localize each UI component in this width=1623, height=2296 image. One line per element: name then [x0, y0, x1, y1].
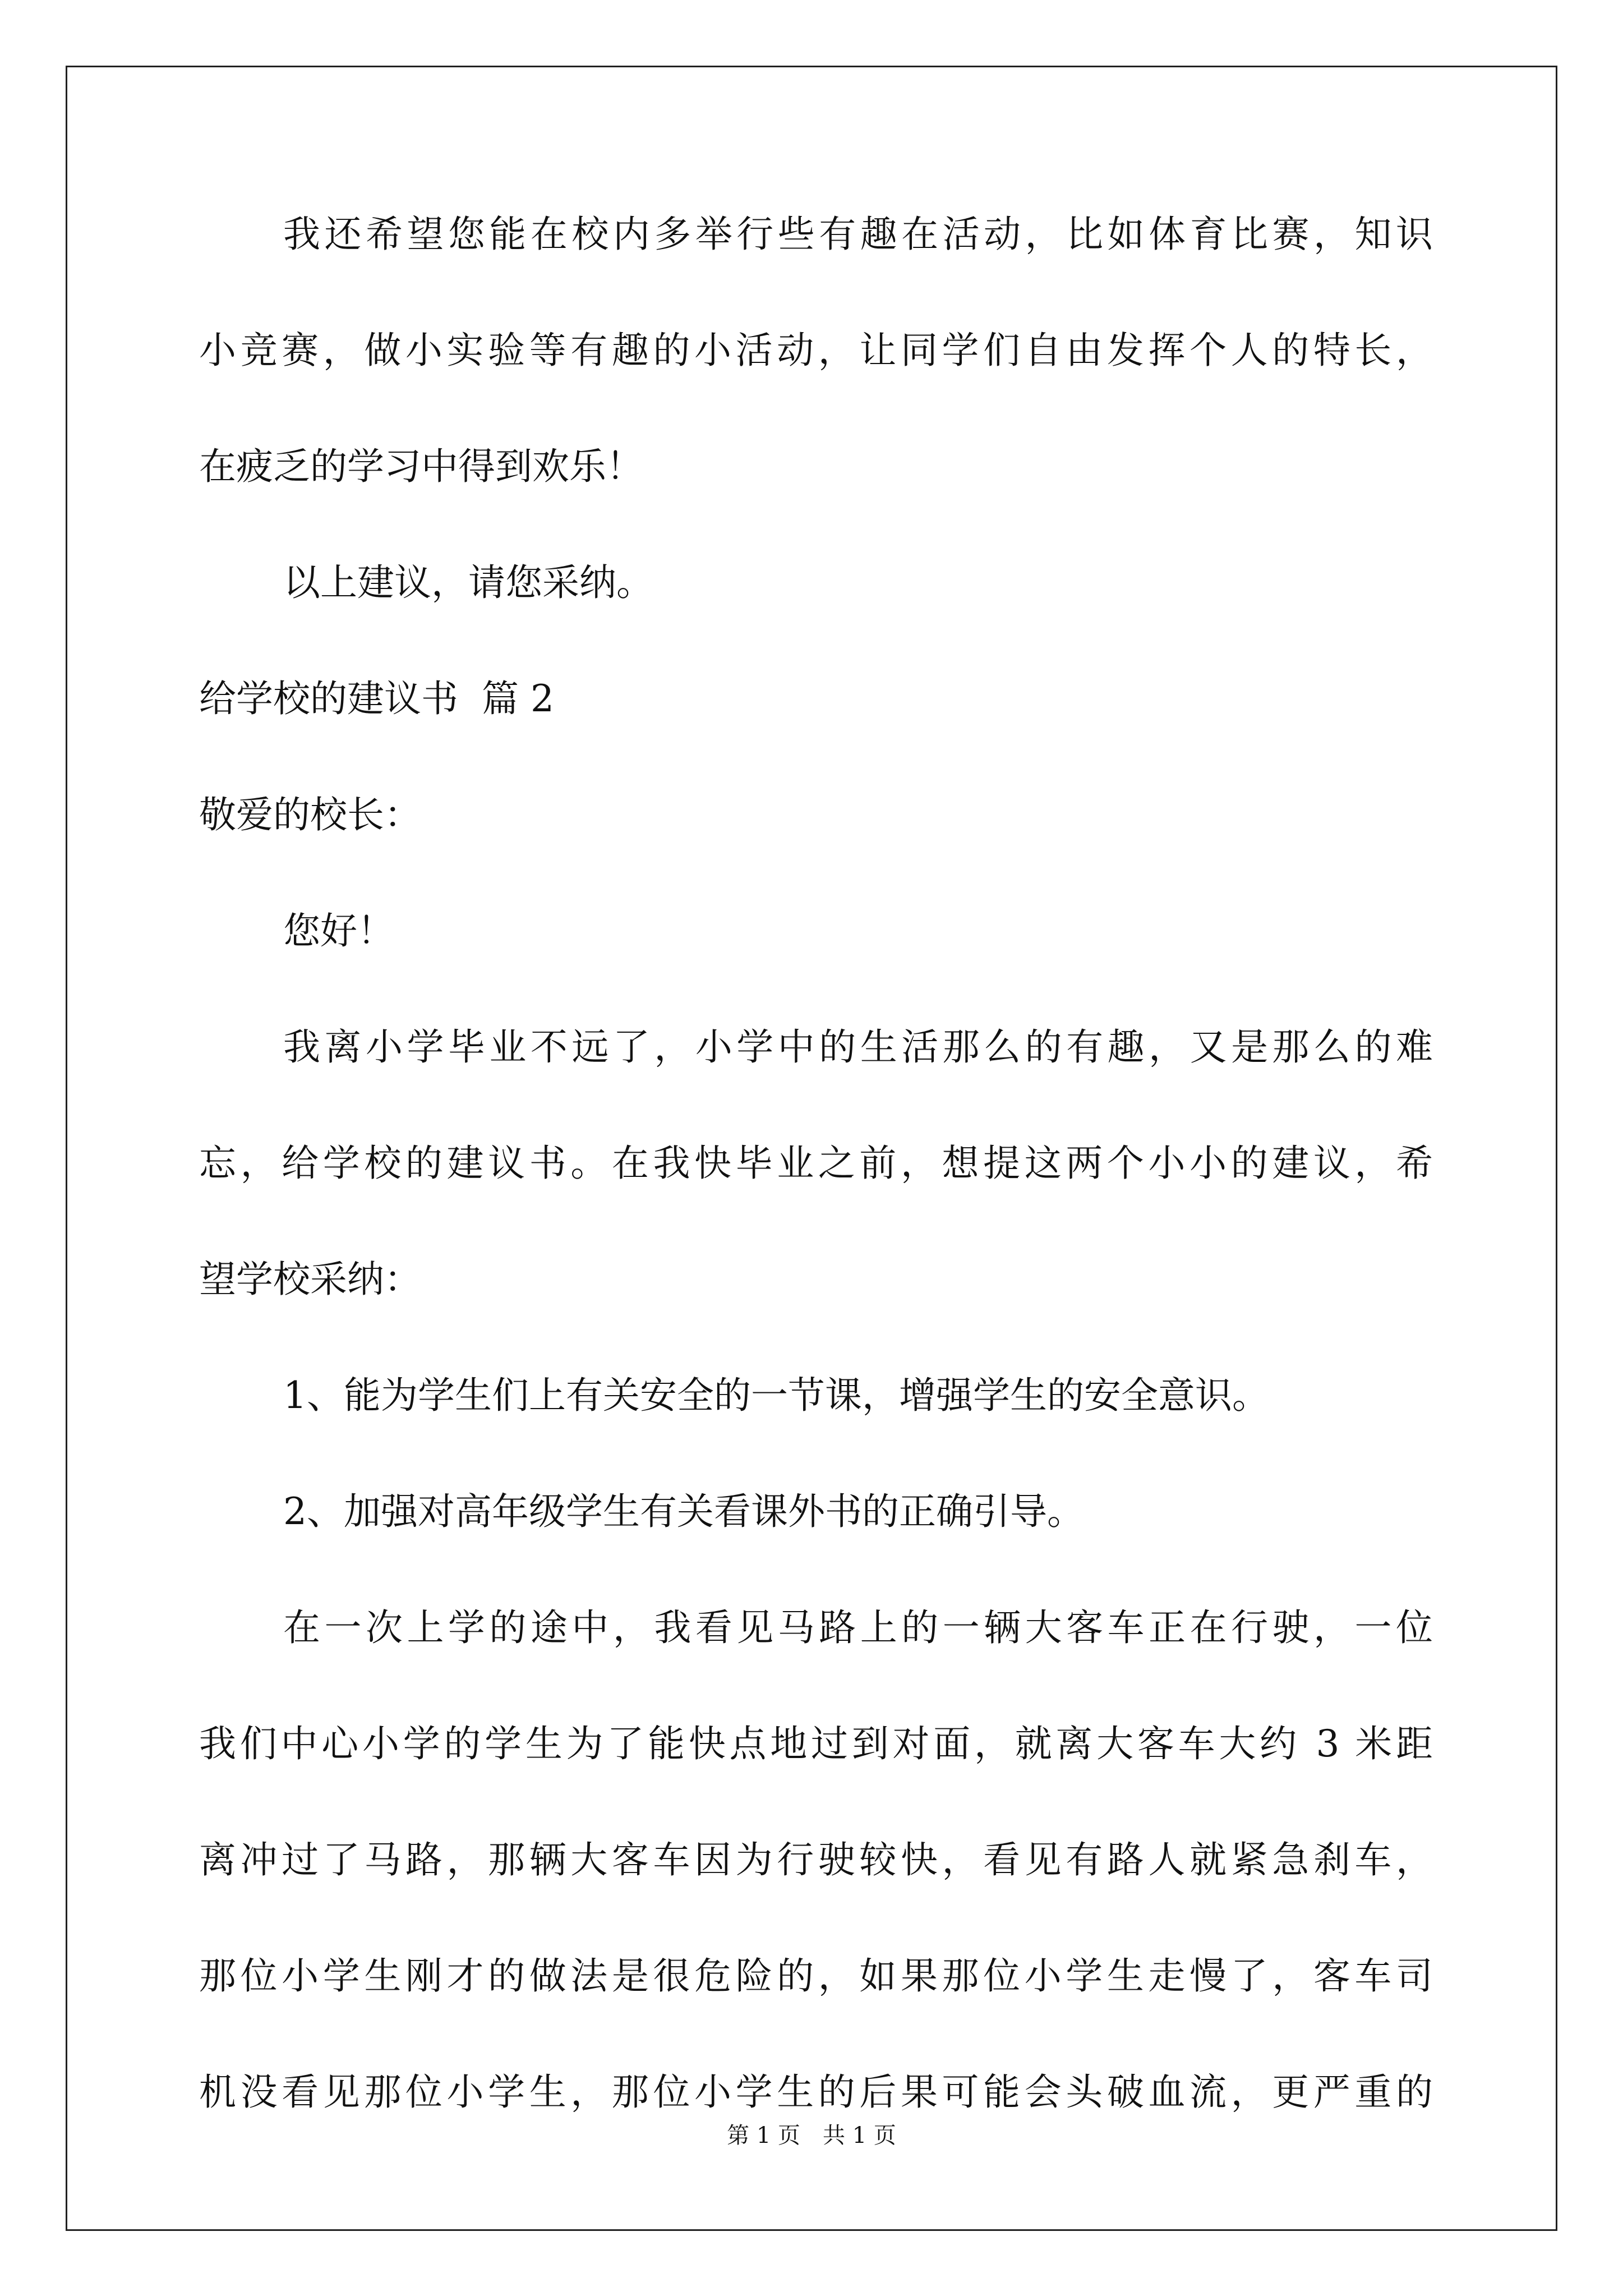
paragraph-line: 以上建议，请您采纳。: [283, 561, 653, 604]
paragraph-line: 我们中心小学的学生为了能快点地过到对面，就离大客车大约 3 米距: [199, 1722, 1433, 1765]
paragraph-line: 机没看见那位小学生，那位小学生的后果可能会头破血流，更严重的: [199, 2070, 1433, 2114]
paragraph-line: 离冲过了马路，那辆大客车因为行驶较快，看见有路人就紧急刹车，: [199, 1838, 1433, 1881]
page-footer: [0, 2124, 1623, 2147]
paragraph-line: 我还希望您能在校内多举行些有趣在活动，比如体育比赛，知识: [283, 213, 1433, 256]
salutation: 敬爱的校长：: [199, 793, 421, 836]
section-heading: 给学校的建议书 篇 2: [199, 677, 554, 720]
paragraph-line: 小竞赛，做小实验等有趣的小活动，让同学们自由发挥个人的特长，: [199, 329, 1433, 372]
list-item: 1、能为学生们上有关安全的一节课，增强学生的安全意识。: [283, 1374, 1269, 1417]
list-item: 2、加强对高年级学生有关看课外书的正确引导。: [283, 1490, 1084, 1533]
page-total: 共 1 页: [823, 2123, 896, 2148]
paragraph-line: 我离小学毕业不远了，小学中的生活那么的有趣，又是那么的难: [283, 1025, 1433, 1069]
page-number: 第 1 页: [727, 2123, 800, 2148]
paragraph-line: 望学校采纳：: [199, 1258, 421, 1301]
greeting: 您好！: [283, 909, 394, 953]
paragraph-line: 在疲乏的学习中得到欢乐！: [199, 445, 643, 488]
paragraph-line: 在一次上学的途中，我看见马路上的一辆大客车正在行驶，一位: [283, 1606, 1433, 1649]
paragraph-line: 那位小学生刚才的做法是很危险的，如果那位小学生走慢了，客车司: [199, 1954, 1433, 1998]
paragraph-line: 忘，给学校的建议书。在我快毕业之前，想提这两个小小的建议，希: [199, 1142, 1433, 1185]
